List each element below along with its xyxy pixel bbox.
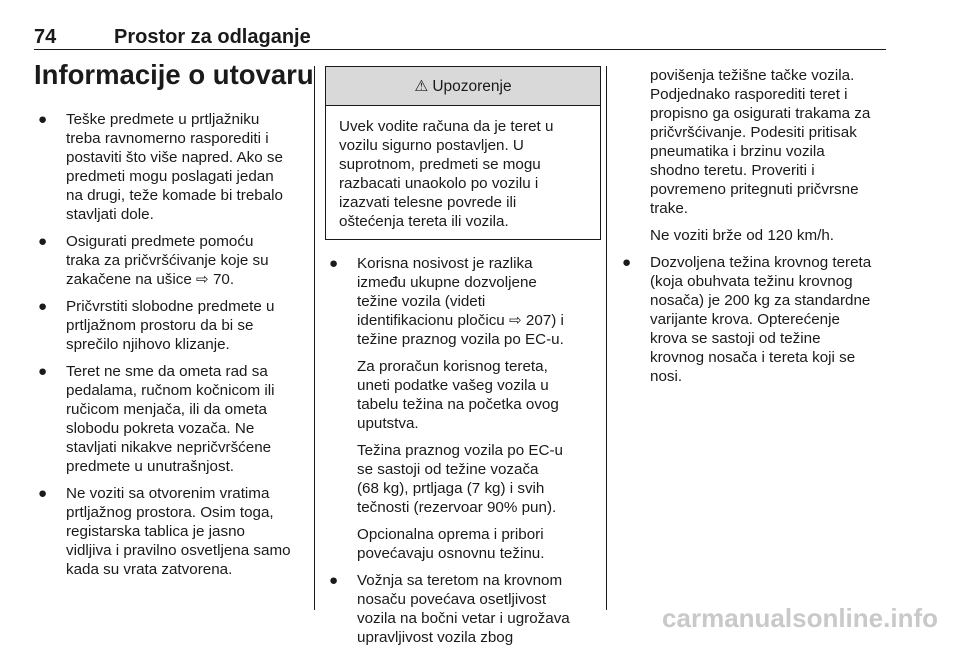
paragraph: povišenja težišne tačke vozila. Podjednako rasporediti teret i propisno ga osigurati trakama za pričvršćivanje. Podesiti pritisak pneumatika i brzinu vozila shodno teretu. Proveriti i povremeno pritegnuti pričvrsne trake.	[650, 67, 871, 217]
bullet-icon: ●	[38, 111, 48, 128]
column-1	[34, 110, 302, 587]
bullet-icon: ●	[329, 255, 339, 272]
column-divider	[314, 66, 315, 610]
list-item: ● Korisna nosivost je razlika između ukupne dozvoljene težine vozila (videti identifikacionu pločicu ⇨ 207) i težine praznog vozila po EC-u. Za proračun korisnog tereta, uneti podatke vašeg vozila u tabelu težina na početka ovog uputstva. Težina praznog vozila po EC-u se sastoji od težine vozača (68 kg), prtljaga (7 kg) i svih tečnosti (rezervoar 90% pun). Opcionalna oprema i pribori povećavaju osnovnu težinu.	[325, 254, 597, 563]
warning-body: Uvek vodite računa da je teret u vozilu sigurno postavljen. U suprotnom, predmeti se mogu razbacati unaokolo po vozilu i izazvati telesne povrede ili oštećenja tereta ili vozila.	[339, 118, 554, 230]
bullet-icon: ●	[38, 485, 48, 502]
list-item: ● Vožnja sa teretom na krovnom nosaču povećava osetljivost vozila na bočni vetar i ugrožava upravljivost vozila zbog	[329, 572, 570, 646]
paragraph: Ne voziti brže od 120 km/h.	[650, 227, 835, 244]
warning-title: Upozorenje	[432, 77, 512, 95]
warning-header	[326, 67, 600, 106]
column-3	[618, 66, 898, 394]
bullet-icon: ●	[329, 572, 339, 589]
chapter-title: Prostor za odlaganje	[114, 26, 311, 48]
page-number: 74	[34, 26, 57, 48]
list-item: ● Pričvrstiti slobodne predmete u prtljažnom prostoru da bi se sprečilo njihovo klizanje.	[38, 298, 275, 353]
paragraph: Opcionalna oprema i pribori povećavaju osnovnu težinu.	[357, 526, 545, 562]
page-header	[34, 26, 886, 50]
bullet-icon: ●	[622, 254, 632, 271]
list-item: ● Osigurati predmete pomoću traka za pričvršćivanje koje su zakačene na ušice ⇨ 70.	[38, 233, 269, 288]
section-title: Informacije o utovaru	[34, 59, 314, 90]
bullet-icon: ●	[38, 233, 48, 250]
column-2	[325, 66, 597, 655]
list-item: ● Dozvoljena težina krovnog tereta (koja obuhvata težinu krovnog nosača) je 200 kg za standardne varijante krova. Opterećenje krova se sastoji od težine krovnog nosača i tereta koji se nosi.	[622, 254, 872, 385]
paragraph: Za proračun korisnog tereta, uneti podatke vašeg vozila u tabelu težina na početka ovog uputstva.	[357, 358, 559, 432]
bullet-icon: ●	[38, 298, 48, 315]
column-divider	[606, 66, 607, 610]
header-divider	[34, 49, 886, 50]
paragraph: Težina praznog vozila po EC-u se sastoji od težine vozača (68 kg), prtljaga (7 kg) i svih tečnosti (rezervoar 90% pun).	[357, 442, 563, 516]
warning-icon: ⚠	[414, 77, 429, 95]
warning-box	[325, 66, 601, 240]
list-item: ● Teret ne sme da ometa rad sa pedalama, ručnom kočnicom ili ručicom menjača, ili da ometa slobodu pokreta vozača. Ne stavljati nikakve nepričvršćene predmete u unutrašnjost.	[38, 363, 275, 475]
bullet-icon: ●	[38, 363, 48, 380]
list-item: ● Ne voziti sa otvorenim vratima prtljažnog prostora. Osim toga, registarska tablica je jasno vidljiva i pravilno osvetljena samo kada su vrata zatvorena.	[38, 485, 291, 578]
list-item: ● Teške predmete u prtljažniku treba ravnomerno rasporediti i postaviti što više napred. Ako se predmeti mogu poslagati jedan na drugi, teže komade bi trebalo stavljati dole.	[38, 111, 283, 223]
watermark: carmanualsonline.info	[662, 603, 938, 633]
